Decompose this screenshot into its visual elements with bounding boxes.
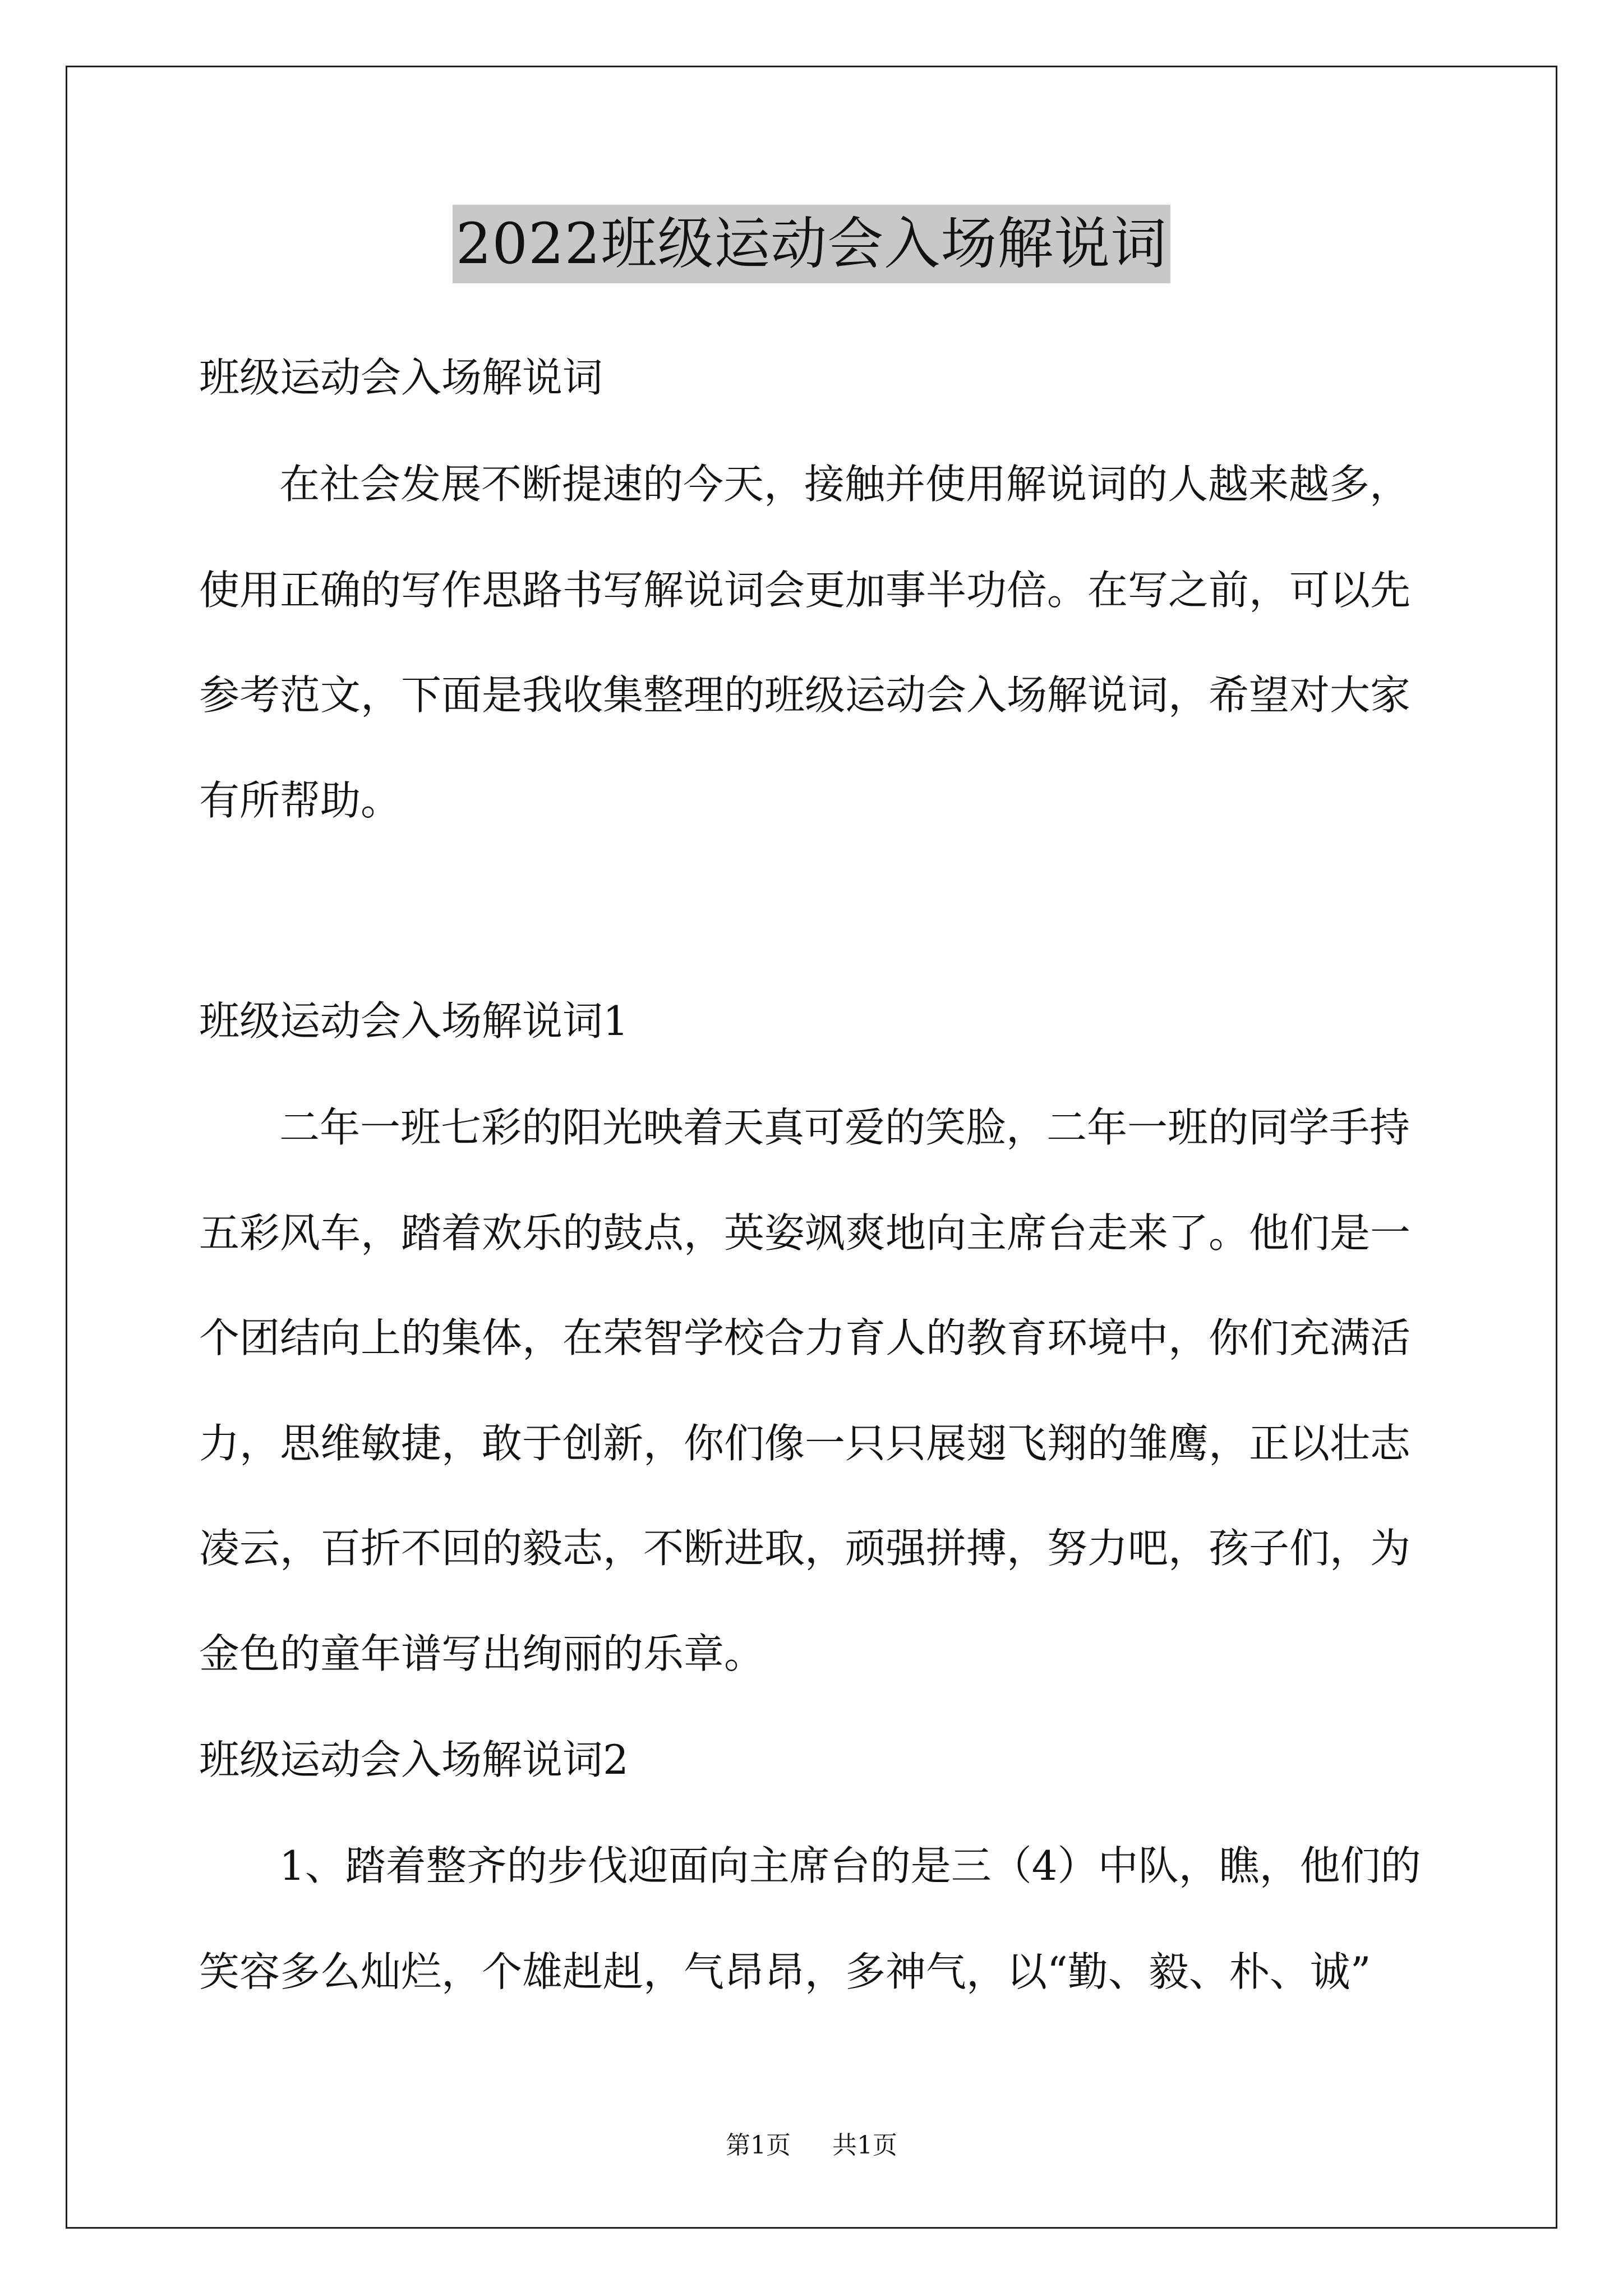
- page-footer: [0, 2129, 1623, 2162]
- section1-line-4: 力，思维敏捷，敢于创新，你们像一只只展翅飞翔的雏鹰，正以壮志: [199, 1420, 1411, 1467]
- intro-line-2: 使用正确的写作思路书写解说词会更加事半功倍。在写之前，可以先: [199, 567, 1411, 614]
- title-container: [0, 205, 1623, 283]
- document-title: 2022班级运动会入场解说词: [453, 205, 1171, 283]
- intro-line-4: 有所帮助。: [199, 777, 402, 824]
- section1-line-2: 五彩风车，踏着欢乐的鼓点，英姿飒爽地向主席台走来了。他们是一: [199, 1209, 1411, 1257]
- section2-heading: 班级运动会入场解说词2: [199, 1736, 629, 1783]
- intro-line-3: 参考范文，下面是我收集整理的班级运动会入场解说词，希望对大家: [199, 671, 1411, 719]
- section1-line-5: 凌云，百折不回的毅志，不断进取，顽强拼搏，努力吧，孩子们，为: [199, 1525, 1411, 1572]
- page-number-total: 共1页: [832, 2131, 897, 2160]
- subtitle: 班级运动会入场解说词: [199, 354, 603, 401]
- section2-line-1: 1、踏着整齐的步伐迎面向主席台的是三（4）中队，瞧，他们的: [279, 1842, 1421, 1889]
- intro-line-1: 在社会发展不断提速的今天，接触并使用解说词的人越来越多，: [279, 461, 1410, 508]
- section1-line-3: 个团结向上的集体，在荣智学校合力育人的教育环境中，你们充满活: [199, 1314, 1411, 1361]
- page-number-current: 第1页: [726, 2131, 791, 2160]
- section1-line-1: 二年一班七彩的阳光映着天真可爱的笑脸，二年一班的同学手持: [279, 1104, 1410, 1151]
- section1-line-6: 金色的童年谱写出绚丽的乐章。: [199, 1630, 765, 1677]
- section2-line-2: 笑容多么灿烂，个雄赳赳，气昂昂，多神气，以“勤、毅、朴、诚”: [199, 1948, 1371, 1995]
- section1-heading: 班级运动会入场解说词1: [199, 997, 629, 1045]
